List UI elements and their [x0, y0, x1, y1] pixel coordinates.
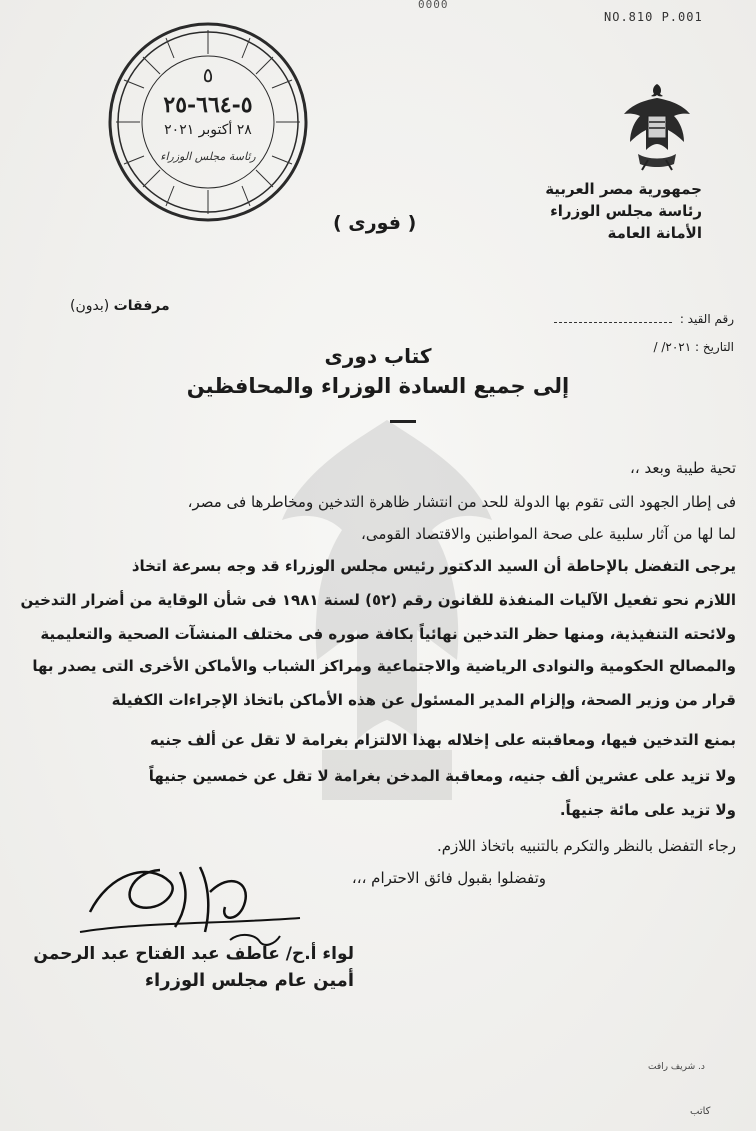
- circular-title: كتاب دورى: [324, 344, 432, 368]
- header-cabinet: رئاسة مجلس الوزراء: [550, 202, 702, 220]
- stamp-registry-number: ٥-٦٦٤-٢٥: [163, 92, 253, 118]
- header-secretariat: الأمانة العامة: [607, 224, 702, 242]
- body-line: يرجى التفضل بالإحاطة أن السيد الدكتور رئيس مجلس الوزراء قد وجه بسرعة اتخاذ: [131, 557, 736, 575]
- reference-number-line: [554, 312, 734, 326]
- reference-blank: [554, 322, 672, 323]
- typist-note: د. شريف رافت: [648, 1062, 705, 1072]
- body-line: ولا تزيد على مائة جنيهاً.: [559, 801, 736, 819]
- attachments-label: مرفقات: [113, 298, 170, 314]
- closing-regards: وتفضلوا بقبول فائق الاحترام ،،،: [351, 869, 546, 887]
- fax-header-mark: 0000: [418, 0, 449, 11]
- registry-stamp: [106, 20, 310, 224]
- stamp-corner-mark: ٥: [202, 63, 214, 87]
- urgent-label: ( فورى ): [333, 212, 417, 234]
- stamp-date: ٢٨ أكتوبر ٢٠٢١: [164, 122, 252, 138]
- ministry-header: [545, 178, 702, 244]
- date-value: ٢٠٢١/ /: [653, 340, 692, 354]
- handwritten-signature: [60, 852, 340, 952]
- recipients-title: إلى جميع السادة الوزراء والمحافظين: [186, 374, 570, 398]
- body-line: قرار من وزير الصحة، وإلزام المدير المسئول عن هذه الأماكن باتخاذ الإجراءات الكفيلة: [111, 691, 736, 709]
- header-country: جمهورية مصر العربية: [545, 180, 702, 198]
- signatory-title: أمين عام مجلس الوزراء: [144, 970, 354, 991]
- reference-label: رقم القيد :: [679, 312, 734, 326]
- eagle-emblem-icon: [618, 80, 696, 176]
- closing-request: رجاء التفضل بالنظر والتكرم بالتنبيه باتخاذ اللازم.: [436, 837, 736, 855]
- greeting: تحية طيبة وبعد ،،: [630, 459, 736, 477]
- signatory-name: لواء أ.ح/ عاطف عبد الفتاح عبد الرحمن: [33, 944, 354, 964]
- body-line: ولائحته التنفيذية، ومنها حظر التدخين نهائياً بكافة صوره فى مختلف المنشآت الصحية والتعليمية: [40, 625, 736, 643]
- body-line: فى إطار الجهود التى تقوم بها الدولة للحد من انتشار ظاهرة التدخين ومخاطرها فى مصر،: [187, 493, 736, 511]
- attachments-value: (بدون): [70, 298, 110, 314]
- body-line: بمنع التدخين فيها، ومعاقبته على إخلاله بهذا الالتزام بغرامة لا تقل عن ألف جنيه: [150, 731, 736, 749]
- date-label: التاريخ :: [694, 340, 734, 354]
- attachments-line: [70, 298, 170, 314]
- margin-note: كاتب: [690, 1106, 711, 1117]
- body-line: اللازم نحو تفعيل الآليات المنفذة للقانون رقم (٥٢) لسنة ١٩٨١ فى شأن الوقاية من أضرار التدخين: [20, 591, 736, 609]
- fax-page-number: NO.810 P.001: [604, 10, 703, 24]
- body-line: لما لها من آثار سلبية على صحة المواطنين والاقتصاد القومى،: [360, 525, 736, 543]
- stamp-office-text: رئاسة مجلس الوزراء: [160, 150, 256, 163]
- body-line: والمصالح الحكومية والنوادى الرياضية والاجتماعية ومراكز الشباب والأماكن الأخرى التى يصدر بها: [32, 657, 736, 675]
- body-line: ولا تزيد على عشرين ألف جنيه، ومعاقبة المدخن بغرامة لا تقل عن خمسين جنيهاً: [148, 767, 736, 785]
